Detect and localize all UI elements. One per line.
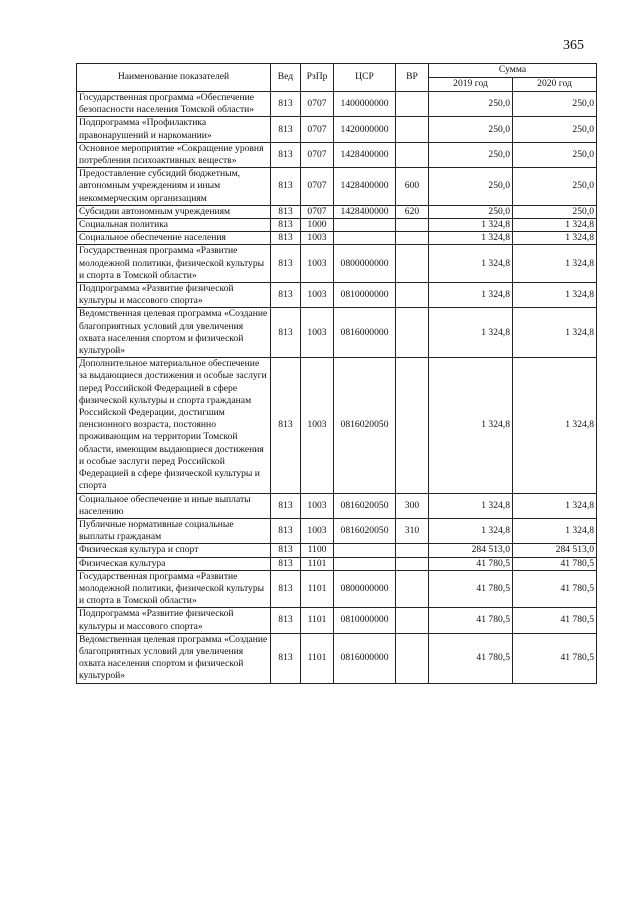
- table-header: [77, 64, 597, 92]
- table-row: [77, 142, 597, 167]
- row-rzpr: 1003: [301, 232, 334, 245]
- row-sum-2019: 284 513,0: [429, 544, 513, 557]
- row-name: Предоставление субсидий бюджетным, автономным учреждениям и иным некоммерческим организациям: [77, 168, 271, 206]
- row-csr: 0810000000: [334, 608, 396, 633]
- row-name: Публичные нормативные социальные выплаты гражданам: [77, 518, 271, 543]
- row-sum-2019: 41 780,5: [429, 633, 513, 683]
- row-sum-2020: 250,0: [513, 92, 597, 117]
- row-sum-2020: 1 324,8: [513, 493, 597, 518]
- table-row: [77, 308, 597, 358]
- table-row: [77, 92, 597, 117]
- row-vr: [396, 92, 429, 117]
- row-sum-2020: 1 324,8: [513, 518, 597, 543]
- row-rzpr: 1003: [301, 245, 334, 283]
- row-rzpr: 1003: [301, 283, 334, 308]
- row-name: Физическая культура: [77, 557, 271, 570]
- table-row: [77, 358, 597, 493]
- row-csr: 1428400000: [334, 205, 396, 218]
- row-sum-2019: 1 324,8: [429, 518, 513, 543]
- row-sum-2020: 1 324,8: [513, 219, 597, 232]
- row-name: Ведомственная целевая программа «Создание благоприятных условий для увеличения охвата населения спортом и физической культурой»: [77, 308, 271, 358]
- header-rzpr: РзПр: [301, 64, 334, 92]
- row-sum-2019: 1 324,8: [429, 245, 513, 283]
- row-csr: 1420000000: [334, 117, 396, 142]
- row-vr: [396, 232, 429, 245]
- row-ved: 813: [271, 358, 301, 493]
- row-rzpr: 1101: [301, 608, 334, 633]
- row-sum-2020: 1 324,8: [513, 308, 597, 358]
- row-vr: 300: [396, 493, 429, 518]
- row-sum-2020: 41 780,5: [513, 570, 597, 608]
- header-year-2020: 2020 год: [513, 78, 597, 92]
- row-sum-2019: 250,0: [429, 142, 513, 167]
- header-name: Наименование показателей: [77, 64, 271, 92]
- row-rzpr: 1003: [301, 358, 334, 493]
- row-vr: [396, 570, 429, 608]
- row-sum-2020: 250,0: [513, 205, 597, 218]
- row-name: Физическая культура и спорт: [77, 544, 271, 557]
- row-vr: [396, 283, 429, 308]
- row-name: Государственная программа «Развитие молодежной политики, физической культуры и спорта в Томской области»: [77, 570, 271, 608]
- row-vr: [396, 142, 429, 167]
- row-vr: [396, 544, 429, 557]
- row-sum-2020: 1 324,8: [513, 283, 597, 308]
- row-ved: 813: [271, 117, 301, 142]
- row-vr: [396, 117, 429, 142]
- row-rzpr: 0707: [301, 142, 334, 167]
- row-csr: [334, 544, 396, 557]
- row-csr: 1400000000: [334, 92, 396, 117]
- row-vr: [396, 608, 429, 633]
- row-ved: 813: [271, 544, 301, 557]
- row-name: Социальное обеспечение и иные выплаты населению: [77, 493, 271, 518]
- row-csr: 0810000000: [334, 283, 396, 308]
- row-rzpr: 1003: [301, 308, 334, 358]
- header-ved: Вед: [271, 64, 301, 92]
- row-sum-2019: 250,0: [429, 168, 513, 206]
- row-ved: 813: [271, 92, 301, 117]
- row-ved: 813: [271, 245, 301, 283]
- table-row: [77, 245, 597, 283]
- row-rzpr: 1100: [301, 544, 334, 557]
- row-vr: [396, 245, 429, 283]
- row-csr: [334, 219, 396, 232]
- row-csr: 0816000000: [334, 633, 396, 683]
- row-vr: [396, 557, 429, 570]
- table-row: [77, 518, 597, 543]
- table-body: [77, 92, 597, 684]
- row-csr: 0800000000: [334, 570, 396, 608]
- row-sum-2020: 41 780,5: [513, 557, 597, 570]
- row-vr: 620: [396, 205, 429, 218]
- header-vr: ВР: [396, 64, 429, 92]
- row-csr: 0816000000: [334, 308, 396, 358]
- row-sum-2019: 1 324,8: [429, 219, 513, 232]
- row-sum-2020: 250,0: [513, 117, 597, 142]
- row-sum-2020: 250,0: [513, 168, 597, 206]
- header-sum: Сумма: [429, 64, 597, 78]
- row-csr: 1428400000: [334, 142, 396, 167]
- budget-table: [76, 63, 597, 684]
- row-sum-2019: 41 780,5: [429, 557, 513, 570]
- row-sum-2019: 41 780,5: [429, 570, 513, 608]
- row-sum-2019: 1 324,8: [429, 308, 513, 358]
- row-sum-2019: 1 324,8: [429, 232, 513, 245]
- row-name: Подпрограмма «Профилактика правонарушений и наркомании»: [77, 117, 271, 142]
- table-row: [77, 168, 597, 206]
- table-row: [77, 608, 597, 633]
- row-sum-2019: 1 324,8: [429, 358, 513, 493]
- row-rzpr: 1101: [301, 633, 334, 683]
- row-sum-2019: 1 324,8: [429, 493, 513, 518]
- row-name: Подпрограмма «Развитие физической культуры и массового спорта»: [77, 283, 271, 308]
- row-rzpr: 1101: [301, 557, 334, 570]
- table-row: [77, 493, 597, 518]
- row-rzpr: 1003: [301, 493, 334, 518]
- row-ved: 813: [271, 168, 301, 206]
- row-name: Социальное обеспечение населения: [77, 232, 271, 245]
- row-vr: 600: [396, 168, 429, 206]
- row-rzpr: 1003: [301, 518, 334, 543]
- row-ved: 813: [271, 608, 301, 633]
- row-name: Ведомственная целевая программа «Создание благоприятных условий для увеличения охвата населения спортом и физической культурой»: [77, 633, 271, 683]
- row-vr: [396, 308, 429, 358]
- row-ved: 813: [271, 493, 301, 518]
- row-rzpr: 0707: [301, 168, 334, 206]
- table-row: [77, 117, 597, 142]
- row-vr: 310: [396, 518, 429, 543]
- table-row: [77, 219, 597, 232]
- row-vr: [396, 633, 429, 683]
- row-ved: 813: [271, 142, 301, 167]
- row-ved: 813: [271, 633, 301, 683]
- page-number: 365: [563, 38, 584, 53]
- row-sum-2020: 41 780,5: [513, 633, 597, 683]
- table-row: [77, 205, 597, 218]
- row-rzpr: 0707: [301, 92, 334, 117]
- row-csr: [334, 232, 396, 245]
- row-name: Дополнительное материальное обеспечение за выдающиеся достижения и особые заслуги перед Российской Федерацией в сфере физической культуры и спорта гражданам Российской Федерации, достигшим пенсионного возраста, постоянно проживающим на территории Томской области, имеющим выдающиеся достижения и особые заслуги перед Российской Федерацией в сфере физической культуры и спорта: [77, 358, 271, 493]
- header-csr: ЦСР: [334, 64, 396, 92]
- row-ved: 813: [271, 570, 301, 608]
- row-csr: 0816020050: [334, 358, 396, 493]
- row-csr: 0816020050: [334, 518, 396, 543]
- row-sum-2020: 250,0: [513, 142, 597, 167]
- row-rzpr: 0707: [301, 205, 334, 218]
- row-ved: 813: [271, 557, 301, 570]
- row-name: Подпрограмма «Развитие физической культуры и массового спорта»: [77, 608, 271, 633]
- row-ved: 813: [271, 205, 301, 218]
- row-csr: 0800000000: [334, 245, 396, 283]
- row-rzpr: 0707: [301, 117, 334, 142]
- row-sum-2020: 1 324,8: [513, 245, 597, 283]
- row-name: Субсидии автономным учреждениям: [77, 205, 271, 218]
- row-name: Основное мероприятие «Сокращение уровня потребления психоактивных веществ»: [77, 142, 271, 167]
- row-vr: [396, 358, 429, 493]
- row-sum-2019: 250,0: [429, 205, 513, 218]
- row-sum-2020: 284 513,0: [513, 544, 597, 557]
- row-csr: 0816020050: [334, 493, 396, 518]
- row-sum-2019: 41 780,5: [429, 608, 513, 633]
- row-sum-2019: 250,0: [429, 92, 513, 117]
- table-row: [77, 570, 597, 608]
- row-name: Государственная программа «Развитие молодежной политики, физической культуры и спорта в Томской области»: [77, 245, 271, 283]
- row-sum-2020: 1 324,8: [513, 232, 597, 245]
- table-row: [77, 283, 597, 308]
- row-sum-2020: 41 780,5: [513, 608, 597, 633]
- row-csr: 1428400000: [334, 168, 396, 206]
- table-row: [77, 557, 597, 570]
- table-row: [77, 633, 597, 683]
- row-ved: 813: [271, 219, 301, 232]
- table-row: [77, 544, 597, 557]
- row-ved: 813: [271, 283, 301, 308]
- row-rzpr: 1101: [301, 570, 334, 608]
- row-rzpr: 1000: [301, 219, 334, 232]
- row-sum-2019: 1 324,8: [429, 283, 513, 308]
- row-ved: 813: [271, 232, 301, 245]
- row-csr: [334, 557, 396, 570]
- row-vr: [396, 219, 429, 232]
- row-sum-2020: 1 324,8: [513, 358, 597, 493]
- row-ved: 813: [271, 518, 301, 543]
- row-sum-2019: 250,0: [429, 117, 513, 142]
- row-ved: 813: [271, 308, 301, 358]
- row-name: Государственная программа «Обеспечение безопасности населения Томской области»: [77, 92, 271, 117]
- table-row: [77, 232, 597, 245]
- row-name: Социальная политика: [77, 219, 271, 232]
- header-year-2019: 2019 год: [429, 78, 513, 92]
